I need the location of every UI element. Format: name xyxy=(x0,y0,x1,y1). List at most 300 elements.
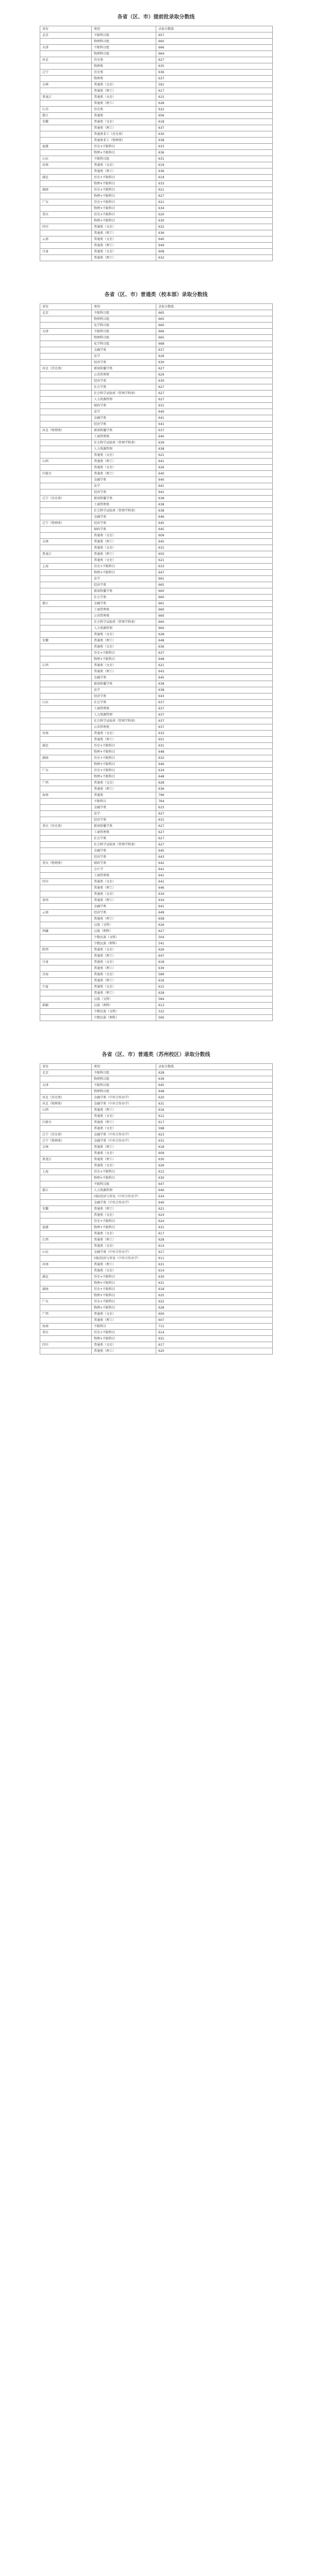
score-cell: 660 xyxy=(156,619,273,625)
province-cell: 上海 xyxy=(40,1169,92,1175)
category-cell: 历史+不限科目 xyxy=(92,1218,156,1225)
score-cell: 637 xyxy=(156,712,273,718)
score-cell: 633 xyxy=(156,181,273,187)
province-cell xyxy=(40,786,92,792)
table-row xyxy=(40,440,273,446)
category-cell: 社会科学试验班（管理学科类） xyxy=(92,619,156,625)
province-cell xyxy=(40,650,92,656)
table-row xyxy=(40,88,273,94)
table-row xyxy=(40,162,273,168)
category-cell: 普通类（理工） xyxy=(92,978,156,984)
province-cell xyxy=(40,391,92,397)
category-cell: 物理+不限科目 xyxy=(92,1280,156,1286)
table-row xyxy=(40,755,273,761)
table-row xyxy=(40,477,273,483)
score-cell: 635 xyxy=(156,63,273,70)
score-cell: 628 xyxy=(156,632,273,638)
table-row xyxy=(40,823,273,829)
table-row xyxy=(40,156,273,162)
category-cell: 少数民族（文科） xyxy=(92,935,156,941)
table-row xyxy=(40,1330,273,1336)
category-cell: 普通类（文史） xyxy=(92,545,156,551)
category-cell: 不限科目组 xyxy=(92,310,156,316)
province-cell xyxy=(40,1113,92,1120)
category-cell: 普通类（文史） xyxy=(92,249,156,255)
category-cell: 历史+不限科目 xyxy=(92,1286,156,1293)
province-cell xyxy=(40,335,92,341)
score-cell: 627 xyxy=(156,397,273,403)
table-row xyxy=(40,817,273,823)
score-table xyxy=(40,1063,273,1354)
category-cell: 历史+不限科目 xyxy=(92,1299,156,1305)
table-row xyxy=(40,372,273,378)
score-cell: 622 xyxy=(156,1299,273,1305)
score-cell: 646 xyxy=(156,761,273,768)
province-cell: 山西 xyxy=(40,1107,92,1113)
title-gap xyxy=(0,299,312,303)
score-cell: 641 xyxy=(156,483,273,489)
province-cell: 西藏 xyxy=(40,928,92,935)
table-row xyxy=(40,891,273,897)
score-cell: 630 xyxy=(156,1274,273,1280)
score-section xyxy=(0,1051,312,1354)
score-header: 录取分数线 xyxy=(156,1064,273,1070)
province-cell xyxy=(40,150,92,156)
province-cell: 青海 xyxy=(40,972,92,978)
score-cell: 640 xyxy=(156,1188,273,1194)
category-cell: 金融学类 xyxy=(92,514,156,520)
table-row xyxy=(40,212,273,218)
province-cell xyxy=(40,316,92,323)
score-cell: 648 xyxy=(156,656,273,663)
score-cell: 711 xyxy=(156,1324,273,1330)
score-cell: 660 xyxy=(156,323,273,329)
score-cell: 625 xyxy=(156,1293,273,1299)
table-row xyxy=(40,693,273,700)
category-cell: 普通类（文史） xyxy=(92,224,156,230)
score-cell: 627 xyxy=(156,193,273,199)
section-title: 各省（区、市）普通类（苏州校区）录取分数线 xyxy=(102,1052,210,1058)
table-row xyxy=(40,82,273,88)
province-cell xyxy=(40,446,92,452)
score-cell: 648 xyxy=(156,1089,273,1095)
table-row xyxy=(40,1268,273,1274)
province-cell xyxy=(40,489,92,496)
province-cell xyxy=(40,724,92,731)
table-row xyxy=(40,434,273,440)
score-cell: 628 xyxy=(156,1070,273,1076)
score-cell: 629 xyxy=(156,372,273,378)
category-cell: 经济学类 xyxy=(92,854,156,860)
province-cell xyxy=(40,978,92,984)
province-cell xyxy=(40,1256,92,1262)
category-cell: 普通类（文史） xyxy=(92,1113,156,1120)
table-row xyxy=(40,421,273,428)
province-cell xyxy=(40,737,92,743)
province-cell xyxy=(40,582,92,588)
category-cell: 普通类（文史） xyxy=(92,1150,156,1157)
table-row xyxy=(40,1089,273,1095)
score-cell: 631 xyxy=(156,1101,273,1107)
score-cell: 615 xyxy=(156,984,273,990)
category-cell: 财政学类 xyxy=(92,403,156,409)
table-row xyxy=(40,187,273,193)
score-cell: 611 xyxy=(156,1256,273,1262)
province-cell: 海南 xyxy=(40,792,92,799)
province-cell: 广西 xyxy=(40,1311,92,1317)
category-cell: 普通类（文史） xyxy=(92,119,156,125)
score-cell: 609 xyxy=(156,1150,273,1157)
category-cell: 会计学 xyxy=(92,867,156,873)
score-cell: 621 xyxy=(156,452,273,459)
province-cell xyxy=(40,607,92,613)
table-row xyxy=(40,539,273,545)
category-cell: 工商管理类 xyxy=(92,873,156,879)
table-row xyxy=(40,761,273,768)
province-cell: 陕西 xyxy=(40,947,92,953)
table-row xyxy=(40,743,273,749)
category-cell: 工商管理类 xyxy=(92,607,156,613)
table-row xyxy=(40,508,273,514)
score-cell: 638 xyxy=(156,502,273,508)
table-row xyxy=(40,1101,273,1107)
score-cell: 660 xyxy=(156,588,273,595)
table-header-row xyxy=(40,26,273,32)
category-cell: 公共管理类 xyxy=(92,613,156,619)
table-row xyxy=(40,459,273,465)
table-row xyxy=(40,947,273,953)
score-cell: 639 xyxy=(156,965,273,972)
table-row xyxy=(40,113,273,119)
category-cell: 汉族（理科） xyxy=(92,928,156,935)
province-cell xyxy=(40,842,92,848)
category-cell: 普通类（文史） xyxy=(92,972,156,978)
category-header: 类别 xyxy=(92,304,156,310)
province-cell: 重庆（物理类） xyxy=(40,860,92,867)
province-cell xyxy=(40,1280,92,1286)
province-cell: 山东 xyxy=(40,156,92,162)
province-cell: 广东 xyxy=(40,199,92,206)
category-cell: 社会学类 xyxy=(92,595,156,601)
category-cell: 物理+不限科目 xyxy=(92,1293,156,1299)
province-cell: 江苏 xyxy=(40,107,92,113)
score-cell: 645 xyxy=(156,1082,273,1089)
table-row xyxy=(40,1324,273,1330)
province-cell xyxy=(40,39,92,45)
category-cell: 普通类（文史） xyxy=(92,162,156,168)
score-cell: 631 xyxy=(156,1225,273,1231)
province-cell xyxy=(40,576,92,582)
score-cell: 634 xyxy=(156,891,273,897)
province-cell: 福建 xyxy=(40,144,92,150)
table-row xyxy=(40,45,273,51)
province-cell xyxy=(40,817,92,823)
province-cell xyxy=(40,1268,92,1274)
table-row xyxy=(40,39,273,45)
score-section xyxy=(0,291,312,1021)
province-cell xyxy=(40,885,92,891)
score-cell: 648 xyxy=(156,749,273,755)
table-row xyxy=(40,619,273,625)
table-row xyxy=(40,576,273,582)
category-cell: 物理科目组 xyxy=(92,39,156,45)
score-cell: 637 xyxy=(156,76,273,82)
section-title: 各省（区、市）普通类（校本部）录取分数线 xyxy=(104,292,208,298)
table-row xyxy=(40,199,273,206)
table-row xyxy=(40,378,273,384)
table-row xyxy=(40,613,273,619)
table-row xyxy=(40,1132,273,1138)
score-cell: 633 xyxy=(156,144,273,150)
table-row xyxy=(40,786,273,792)
category-cell: 历史+不限科目 xyxy=(92,755,156,761)
title-gap xyxy=(0,22,312,26)
table-row xyxy=(40,384,273,391)
table-row xyxy=(40,545,273,551)
province-cell xyxy=(40,687,92,693)
province-cell: 河北 xyxy=(40,57,92,63)
table-row xyxy=(40,63,273,70)
score-cell: 636 xyxy=(156,150,273,156)
score-cell: 641 xyxy=(156,879,273,885)
category-cell: 新闻传播学类 xyxy=(92,366,156,372)
province-cell xyxy=(40,1175,92,1181)
category-cell: 物理+不限科目 xyxy=(92,1305,156,1311)
score-cell: 627 xyxy=(156,384,273,391)
category-cell: 物理+不限科目 xyxy=(92,1336,156,1342)
score-cell: 631 xyxy=(156,743,273,749)
table-row xyxy=(40,551,273,557)
score-cell: 617 xyxy=(156,1120,273,1126)
category-cell: 物理+不限科目 xyxy=(92,774,156,780)
category-cell: 普通类（理工） xyxy=(92,551,156,557)
category-cell: 普通类（理工） xyxy=(92,1317,156,1324)
score-cell: 641 xyxy=(156,904,273,910)
category-cell: 普通类（理工） xyxy=(92,88,156,94)
table-row xyxy=(40,811,273,817)
score-cell: 627 xyxy=(156,391,273,397)
score-cell: 631 xyxy=(156,1262,273,1268)
score-cell: 631 xyxy=(156,1336,273,1342)
province-cell xyxy=(40,996,92,1003)
category-cell: 不限科目 xyxy=(92,799,156,805)
category-cell: 普通类（理工） xyxy=(92,230,156,236)
province-cell xyxy=(40,440,92,446)
score-cell: 631 xyxy=(156,545,273,551)
province-cell xyxy=(40,1089,92,1095)
province-cell: 湖北 xyxy=(40,175,92,181)
score-cell: 665 xyxy=(156,335,273,341)
score-cell: 637 xyxy=(156,347,273,353)
score-cell: 796 xyxy=(156,792,273,799)
category-cell: 物理+不限科目 xyxy=(92,150,156,156)
province-cell xyxy=(40,1194,92,1200)
category-cell: 法学 xyxy=(92,576,156,582)
score-cell: 620 xyxy=(156,1348,273,1354)
score-cell: 620 xyxy=(156,1095,273,1101)
category-cell: 历史+不限科目 xyxy=(92,144,156,150)
province-cell: 北京 xyxy=(40,1070,92,1076)
category-cell: 普通类（文史） xyxy=(92,959,156,965)
score-cell: 638 xyxy=(156,508,273,514)
score-cell: 633 xyxy=(156,564,273,570)
category-cell: 不限科目组 xyxy=(92,45,156,51)
province-cell xyxy=(40,360,92,366)
table-row xyxy=(40,1305,273,1311)
category-cell: 法学 xyxy=(92,483,156,489)
category-cell: 普通类非工（物理类） xyxy=(92,138,156,144)
category-cell: 普通类（理工） xyxy=(92,953,156,959)
province-cell xyxy=(40,1009,92,1015)
score-cell: 637 xyxy=(156,428,273,434)
category-cell: 人力资源管理 xyxy=(92,712,156,718)
province-cell: 吉林 xyxy=(40,82,92,88)
category-cell: 普通类（理工） xyxy=(92,916,156,922)
province-cell xyxy=(40,76,92,82)
category-cell: 经济学类 xyxy=(92,582,156,588)
table-row xyxy=(40,1336,273,1342)
table-row xyxy=(40,669,273,675)
score-cell: 645 xyxy=(156,675,273,681)
province-cell xyxy=(40,873,92,879)
province-cell xyxy=(40,904,92,910)
province-cell: 辽宁 xyxy=(40,70,92,76)
category-cell: 普通类（理工） xyxy=(92,1206,156,1212)
province-cell xyxy=(40,595,92,601)
province-cell: 河南 xyxy=(40,162,92,168)
table-row xyxy=(40,403,273,409)
province-cell: 内蒙古 xyxy=(40,1120,92,1126)
province-cell: 内蒙古 xyxy=(40,471,92,477)
score-cell: 647 xyxy=(156,570,273,576)
table-row xyxy=(40,94,273,100)
score-cell: 619 xyxy=(156,162,273,168)
province-cell xyxy=(40,168,92,175)
category-cell: 经济学类 xyxy=(92,693,156,700)
score-cell: 630 xyxy=(156,378,273,384)
table-row xyxy=(40,131,273,138)
score-cell: 617 xyxy=(156,1231,273,1237)
table-row xyxy=(40,175,273,181)
table-row xyxy=(40,1070,273,1076)
category-cell: 新闻传播学类 xyxy=(92,681,156,687)
table-row xyxy=(40,391,273,397)
table-row xyxy=(40,502,273,508)
score-cell: 668 xyxy=(156,341,273,347)
table-row xyxy=(40,928,273,935)
category-cell: 金融学类（中外合作办学） xyxy=(92,1095,156,1101)
score-cell: 615 xyxy=(156,94,273,100)
category-cell: 社会科学试验班（管理学科类） xyxy=(92,842,156,848)
score-cell: 664 xyxy=(156,51,273,57)
province-cell: 浙江 xyxy=(40,601,92,607)
province-cell xyxy=(40,799,92,805)
province-cell xyxy=(40,712,92,718)
score-cell: 640 xyxy=(156,471,273,477)
province-cell xyxy=(40,953,92,959)
province-cell xyxy=(40,761,92,768)
province-header: 省份 xyxy=(40,26,92,32)
category-cell: 物理科目组 xyxy=(92,51,156,57)
score-cell: 634 xyxy=(156,206,273,212)
score-cell: 621 xyxy=(156,199,273,206)
table-row xyxy=(40,1274,273,1280)
province-cell: 天津 xyxy=(40,329,92,335)
table-row xyxy=(40,255,273,261)
category-cell: 普通类 xyxy=(92,113,156,119)
category-cell: 普通类（理工） xyxy=(92,168,156,175)
category-cell: 普通类（文史） xyxy=(92,1163,156,1169)
category-cell: 法学 xyxy=(92,811,156,817)
province-cell: 北京 xyxy=(40,310,92,316)
score-cell: 665 xyxy=(156,582,273,588)
score-cell: 619 xyxy=(156,175,273,181)
category-cell: 公共管理类 xyxy=(92,372,156,378)
province-cell xyxy=(40,1218,92,1225)
score-cell: 666 xyxy=(156,45,273,51)
score-cell: 621 xyxy=(156,557,273,564)
category-cell: 普通类（文史） xyxy=(92,731,156,737)
province-cell: 广东 xyxy=(40,1299,92,1305)
province-cell xyxy=(40,774,92,780)
category-cell: 历史+不限科目 xyxy=(92,564,156,570)
category-cell: 物理+不限科目 xyxy=(92,218,156,224)
province-cell: 安徽 xyxy=(40,1206,92,1212)
table-row xyxy=(40,1163,273,1169)
score-cell: 638 xyxy=(156,446,273,452)
category-cell: 普通类（理工） xyxy=(92,1107,156,1113)
category-cell: 物理+不限科目 xyxy=(92,1225,156,1231)
table-row xyxy=(40,829,273,836)
score-cell: 634 xyxy=(156,768,273,774)
score-cell: 612 xyxy=(156,1113,273,1120)
province-cell: 吉林 xyxy=(40,539,92,545)
province-cell xyxy=(40,218,92,224)
table-row xyxy=(40,799,273,805)
score-cell: 643 xyxy=(156,693,273,700)
category-cell: 普通类（文史） xyxy=(92,533,156,539)
province-cell xyxy=(40,415,92,421)
score-cell: 638 xyxy=(156,496,273,502)
province-cell: 云南 xyxy=(40,236,92,243)
score-cell: 621 xyxy=(156,1206,273,1212)
table-row xyxy=(40,181,273,187)
province-cell xyxy=(40,1076,92,1082)
province-cell: 河北（物理类） xyxy=(40,1101,92,1107)
province-cell: 安徽 xyxy=(40,638,92,644)
province-cell: 宁夏 xyxy=(40,984,92,990)
category-cell: 工商管理类 xyxy=(92,434,156,440)
table-row xyxy=(40,236,273,243)
table-row xyxy=(40,1113,273,1120)
category-cell: 法学 xyxy=(92,409,156,415)
table-row xyxy=(40,731,273,737)
table-row xyxy=(40,712,273,718)
province-cell: 辽宁（历史类） xyxy=(40,1132,92,1138)
province-cell xyxy=(40,632,92,638)
category-cell: 历史类 xyxy=(92,107,156,113)
score-cell: 638 xyxy=(156,138,273,144)
province-cell xyxy=(40,255,92,261)
score-cell: 600 xyxy=(156,1311,273,1317)
province-cell xyxy=(40,243,92,249)
category-cell: 普通类非工（历史类） xyxy=(92,131,156,138)
category-cell: 物理+不限科目 xyxy=(92,193,156,199)
table-row xyxy=(40,1175,273,1181)
score-cell: 632 xyxy=(156,255,273,261)
table-row xyxy=(40,681,273,687)
table-row xyxy=(40,32,273,39)
